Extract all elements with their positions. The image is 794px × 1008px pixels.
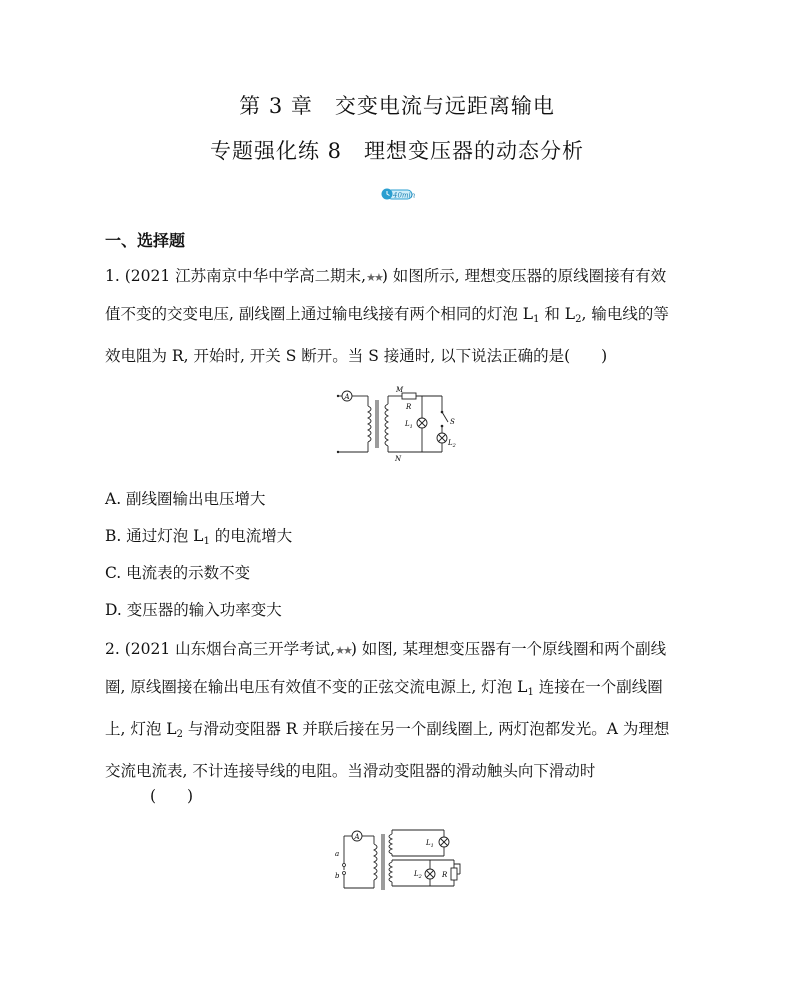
q1-circuit-diagram xyxy=(338,386,468,462)
q1-text-2: 值不变的交变电压, 副线圈上通过输电线接有两个相同的灯泡 L xyxy=(105,305,534,323)
option-text: B. 通过灯泡 L xyxy=(105,527,204,545)
terminal-a-label: a xyxy=(335,850,340,858)
timer-icon xyxy=(381,187,416,201)
difficulty-stars-icon: ★★ xyxy=(366,271,382,284)
lamp-l2-label: $L_2$ xyxy=(414,870,422,880)
q1-text-4: , 输电线的等 xyxy=(581,305,669,323)
q2-source: 2. (2021 山东烟台高三开学考试, xyxy=(105,640,336,658)
node-n-label: N xyxy=(395,455,402,463)
q2-text-2: 圈, 原线圈接在输出电压有效值不变的正弦交流电源上, 灯泡 L xyxy=(105,678,528,696)
q1-option-d[interactable]: D. 变压器的输入功率变大 xyxy=(105,601,282,619)
ammeter-label: A xyxy=(344,393,350,401)
resistor-label: R xyxy=(406,403,412,411)
question-1 xyxy=(105,258,695,374)
difficulty-stars-icon: ★★ xyxy=(335,644,351,657)
rheostat-label: R xyxy=(442,871,448,879)
answer-blank[interactable]: ( ) xyxy=(150,787,194,805)
q1-option-b[interactable] xyxy=(105,524,292,547)
switch-label: S xyxy=(450,418,455,426)
subscript: 2 xyxy=(575,314,582,325)
terminal-b-label: b xyxy=(335,872,340,880)
subscript: 1 xyxy=(203,536,210,547)
lamp-l2-label: $L_2$ xyxy=(448,439,456,449)
subscript: 1 xyxy=(527,687,534,698)
section-heading: 一、选择题 xyxy=(105,231,186,250)
chapter-title: 第 3 章 交变电流与远距离输电 xyxy=(239,94,555,118)
q2-text-1: ) 如图, 某理想变压器有一个原线圈和两个副线 xyxy=(350,640,667,658)
q2-text-3: 连接在一个副线圈 xyxy=(533,678,663,696)
q1-text-1: ) 如图所示, 理想变压器的原线圈接有有效 xyxy=(381,267,667,285)
section-title: 专题强化练 8 理想变压器的动态分析 xyxy=(209,139,585,163)
q2-text-5: 与滑动变阻器 R 并联后接在另一个副线圈上, 两灯泡都发光。A 为理想 xyxy=(182,720,670,738)
subscript: 1 xyxy=(533,314,540,325)
option-text: 的电流增大 xyxy=(209,527,293,545)
q2-circuit-diagram xyxy=(334,826,464,894)
lamp-l1-label: $L_1$ xyxy=(426,839,434,849)
q2-text-6: 交流电流表, 不计连接导线的电阻。当滑动变阻器的滑动触头向下滑动时 xyxy=(105,762,596,780)
subscript: 2 xyxy=(176,729,183,740)
node-m-label: M xyxy=(396,386,404,394)
q1-text-5: 效电阻为 R, 开始时, 开关 S 断开。当 S 接通时, 以下说法正确的是( ) xyxy=(105,347,608,365)
q1-option-c[interactable]: C. 电流表的示数不变 xyxy=(105,564,251,582)
lamp-l1-label: $L_1$ xyxy=(405,420,413,430)
q1-text-3: 和 L xyxy=(539,305,576,323)
question-2 xyxy=(105,631,695,789)
q2-text-4: 上, 灯泡 L xyxy=(105,720,177,738)
ammeter-label: A xyxy=(354,833,360,841)
q1-source: 1. (2021 江苏南京中华中学高二期末, xyxy=(105,267,367,285)
q1-option-a[interactable]: A. 副线圈输出电压增大 xyxy=(105,490,266,508)
timer-label: 40min xyxy=(393,191,416,200)
